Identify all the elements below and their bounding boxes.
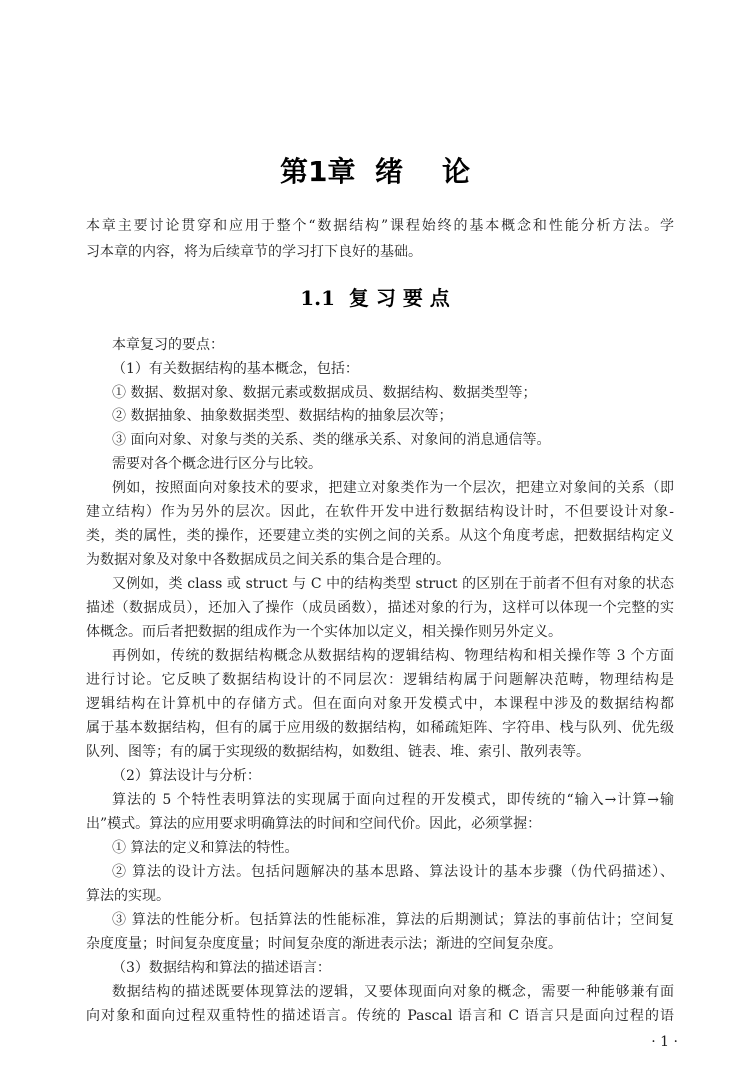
body-line: 逻辑结构在计算机中的存储方式。但在面向对象开发模式中，本课程中涉及的数据结构都 (86, 696, 674, 712)
body-line: 为数据对象及对象中各数据成员之间关系的集合是合理的。 (86, 552, 450, 568)
body-line: （2）算法设计与分析： (112, 768, 261, 784)
body-line: （3）数据结构和算法的描述语言： (112, 960, 331, 976)
section-title: 1.1 复 习 要 点 (300, 286, 450, 310)
body-line: ① 数据、数据对象、数据元素或数据成员、数据结构、数据类型等； (112, 385, 537, 401)
body-line: ③ 算法的性能分析。包括算法的性能标准，算法的后期测试；算法的事前估计；空间复 (112, 912, 674, 928)
body-line: 向对象和面向过程双重特性的描述语言。传统的 Pascal 语言和 C 语言只是面向过程的语 (86, 1008, 674, 1024)
body-line: 体概念。而后者把数据的组成作为一个实体加以定义，相关操作则另外定义。 (86, 624, 562, 640)
body-line: ① 算法的定义和算法的特性。 (112, 840, 299, 856)
body-line: 队列、图等；有的属于实现级的数据结构，如数组、链表、堆、索引、散列表等。 (86, 744, 590, 760)
body-line: ② 算法的设计方法。包括问题解决的基本思路、算法设计的基本步骤（伪代码描述）、 (112, 864, 674, 880)
body-line: ② 数据抽象、抽象数据类型、数据结构的抽象层次等； (112, 408, 453, 424)
body-line: 例如，按照面向对象技术的要求，把建立对象类作为一个层次，把建立对象间的关系（即 (112, 480, 674, 496)
body-line: 又例如，类 class 或 struct 与 C 中的结构类型 struct 的区别在于前者不但有对象的状态 (112, 576, 674, 592)
body-line: 本章复习的要点： (112, 337, 224, 353)
body-line: （1）有关数据结构的基本概念，包括： (112, 361, 359, 377)
body-line: 再例如，传统的数据结构概念从数据结构的逻辑结构、物理结构和相关操作等 3 个方面 (112, 648, 674, 664)
body-line: 属于基本数据结构，但有的属于应用级的数据结构，如稀疏矩阵、字符串、栈与队列、优先级 (86, 720, 674, 736)
body-line: 数据结构的描述既要体现算法的逻辑，又要体现面向对象的概念，需要一种能够兼有面 (112, 984, 674, 1000)
body-line: 建立结构）作为另外的层次。因此，在软件开发中进行数据结构设计时，不但要设计对象- (86, 504, 674, 520)
body-line: 算法的实现。 (86, 888, 170, 904)
body-line: 杂度度量；时间复杂度度量；时间复杂度的渐进表示法；渐进的空间复杂度。 (86, 936, 562, 952)
chapter-title: 第1章 绪 论 (280, 155, 470, 188)
body-line: 进行讨论。它反映了数据结构设计的不同层次：逻辑结构属于问题解决范畴，物理结构是 (86, 672, 674, 688)
body-line: ③ 面向对象、对象与类的关系、类的继承关系、对象间的消息通信等。 (112, 432, 551, 448)
intro-line: 本章主要讨论贯穿和应用于整个“数据结构”课程始终的基本概念和性能分析方法。学 (86, 218, 674, 234)
body-line: 出”模式。算法的应用要求明确算法的时间和空间代价。因此，必须掌握： (86, 816, 542, 832)
intro-line: 习本章的内容，将为后续章节的学习打下良好的基础。 (86, 244, 422, 260)
body-line: 描述（数据成员），还加入了操作（成员函数），描述对象的行为，这样可以体现一个完整的实 (86, 600, 674, 616)
body-line: 类，类的属性，类的操作，还要建立类的实例之间的关系。从这个角度考虑，把数据结构定义 (86, 528, 674, 544)
body-line: 算法的 5 个特性表明算法的实现属于面向过程的开发模式，即传统的“输入→计算→输 (112, 792, 674, 808)
body-line: 需要对各个概念进行区分与比较。 (112, 456, 322, 472)
page-number: · 1 · (651, 1034, 678, 1050)
